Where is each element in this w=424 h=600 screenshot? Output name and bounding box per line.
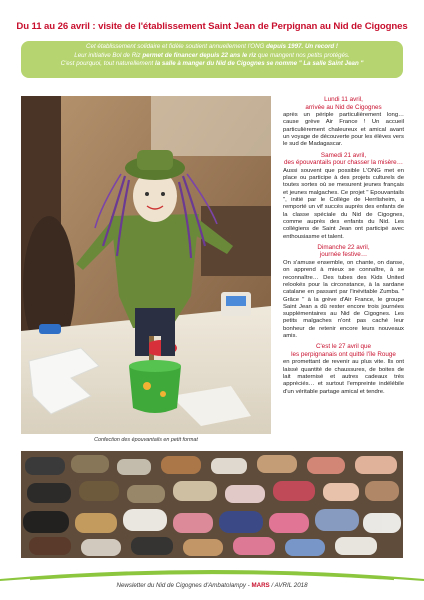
- section-3-heading-line1: Dimanche 22 avril,: [317, 243, 370, 251]
- section-1-heading-line1: Lundi 11 avril,: [324, 96, 363, 103]
- scarecrow-photo: [21, 96, 271, 434]
- section-2-heading: [283, 152, 404, 167]
- section-4-heading: [283, 343, 404, 358]
- footer-suffix: / AVRIL 2018: [269, 582, 308, 589]
- section-2-body: Aussi souvent que possible L'ONG met en place ou participe à des projets culturels de toutes sortes où se mesurent jeunes français et jeunes malgaches. Ce projet " Epouvantails ", initié par le Collège de Herrlisheim, a remporté un vif succès auprès des enfants de la classe spéciale du Nid de Cigognes, comme auprès des enfants du Nid. Les collégiens de Saint Jean ont participé avec enthousiasme et talent.: [283, 167, 404, 240]
- intro-line-1: [21, 43, 403, 52]
- article-column: [283, 96, 404, 399]
- intro-box: [21, 41, 403, 78]
- scarecrow-illustration: [21, 96, 271, 434]
- section-2-heading-line1: Samedi 21 avril,: [320, 151, 367, 159]
- intro-line-2c: que mangent nos petits protégés.: [256, 51, 350, 59]
- section-2-heading-line2: des épouvantails pour chasser la misère…: [283, 159, 403, 167]
- footer-prefix: Newsletter du Nid de Cigognes d'Ambatolampy -: [116, 582, 252, 589]
- intro-line-2a: Leur initiative Bol de Riz: [74, 51, 143, 59]
- title-date-range: Du 11 au 26 avril :: [16, 21, 99, 32]
- intro-line-1a: Cet établissement solidaire et fidèle soutient annuellement l'ONG: [86, 43, 267, 50]
- section-4-body: en promettant de revenir au plus vite. Ils ont laissé quantité de chaussures, de boites de lait maternisé et autres cadeaux très appréciés… et surtout l'empreinte indélébile d'un véritable partage amical et tendre.: [283, 359, 404, 395]
- intro-line-3b: la salle à manger du Nid de Cigognes se nomme " La salle Saint Jean ": [155, 60, 364, 68]
- footer-text: [0, 582, 424, 589]
- section-4-heading-line2: les perpignanais ont quitté l'île Rouge: [291, 350, 396, 358]
- section-3-heading-line2: journée festive…: [319, 251, 368, 259]
- page-title: [8, 21, 416, 32]
- shoes-illustration: [21, 451, 403, 558]
- photo-caption: Confection des épouvantails en petit format: [94, 437, 198, 443]
- section-3-heading: [283, 244, 404, 259]
- section-1-heading-line2: arrivée au Nid de Cigognes: [305, 103, 382, 111]
- intro-line-1b: depuis 1997. Un record !: [266, 43, 338, 50]
- intro-line-2b: permet de financer depuis 22 ans le riz: [142, 51, 257, 59]
- intro-line-3a: C'est pourquoi, tout naturellement: [60, 60, 155, 68]
- intro-line-3: [21, 60, 403, 69]
- section-3-body: On s'amuse ensemble, on chante, on danse, on apprend à mieux se connaître, à se reconnaître… Des tubes des Kids United relookés pour la circonstance, à la sardane catalane en passant par l'inévitable Zumba. " Grâce " à la grève d'Air France, le groupe Saint Jean a dû rester encore trois journées supplémentaires au Nid de Cigognes. Les petits malgaches n'ont pas caché leur bonheur de retenir encore leurs nouveaux amis.: [283, 260, 404, 339]
- shoes-photo: [21, 451, 403, 558]
- section-4-heading-line1: C'est le 27 avril que: [315, 343, 372, 351]
- title-text: visite de l'établissement Saint Jean de Perpignan au Nid de Cigognes: [98, 21, 408, 32]
- section-1-heading: [283, 96, 404, 111]
- footer-month: MARS: [251, 582, 270, 589]
- intro-line-2: [21, 52, 403, 61]
- section-1-body: après un périple particulièrement long… cause grève Air France ! Un accueil particulièrement chaleureux et amical avant un voyage de découverte pour les élèves vers le sud de Madagascar.: [283, 112, 404, 148]
